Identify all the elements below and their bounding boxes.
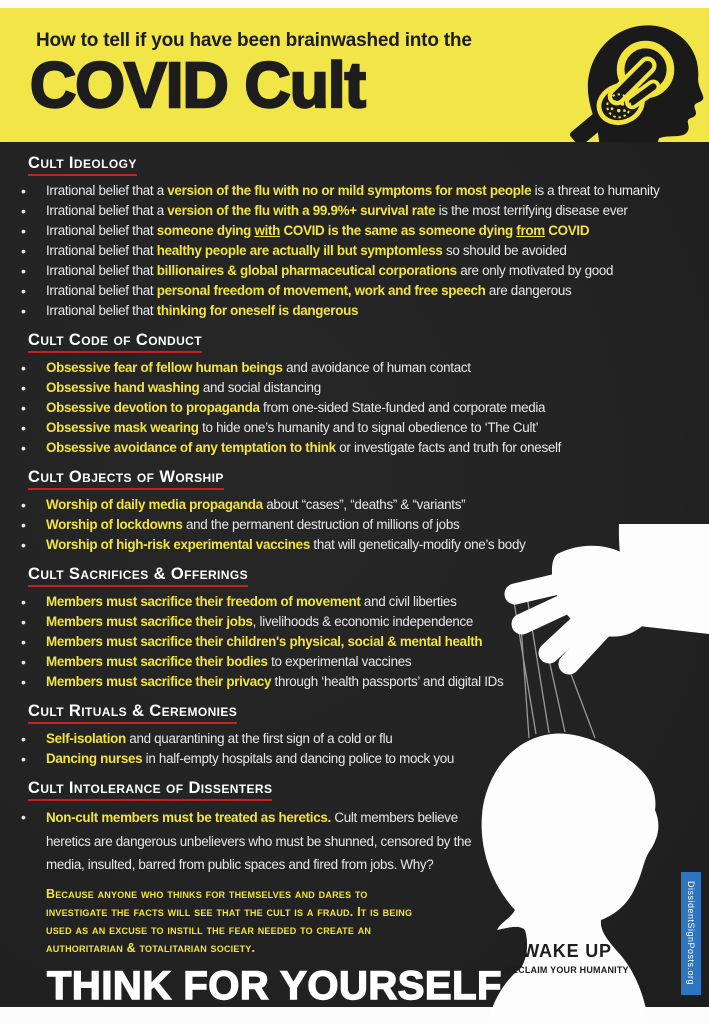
bullet-item: • Obsessive avoidance of any temptation to think or investigate facts and truth for oneself	[28, 438, 693, 458]
reclaim-label: RECLAIM YOUR HUMANITY	[505, 965, 629, 975]
section-heading: Cult Objects of Worship	[28, 469, 224, 490]
puppet-child-figure	[482, 733, 659, 1024]
section-heading: Cult Rituals & Ceremonies	[28, 703, 237, 724]
bullet-item: • Obsessive mask wearing to hide one’s humanity and to signal obedience to ‘The Cult’	[28, 418, 693, 438]
site-ribbon: DissidentSignPosts.org	[681, 872, 701, 995]
bullet-item: • Irrational belief that a version of the flu with no or mild symptoms for most people is a threat to humanity	[28, 181, 693, 201]
section-heading: Cult Ideology	[28, 155, 137, 176]
bullet-item: • Worship of daily media propaganda about “cases”, “deaths” & “variants”	[28, 495, 693, 515]
bullet-item: • Irrational belief that thinking for oneself is dangerous	[28, 301, 693, 321]
section-heading: Cult Sacrifices & Offerings	[28, 566, 248, 587]
wake-up-message	[498, 941, 636, 975]
bullet-item: • Obsessive devotion to propaganda from one-sided State-funded and corporate media	[28, 398, 693, 418]
bullet-item: • Worship of lockdowns and the permanent destruction of millions of jobs	[28, 515, 693, 535]
bullet-item: • Self-isolation and quarantining at the first sign of a cold or flu	[28, 729, 693, 749]
bullet-list	[28, 181, 693, 321]
poster-title: COVID Cult	[30, 49, 365, 121]
section-cult-ideology	[28, 155, 693, 321]
poster-header	[0, 8, 709, 142]
bullet-item: • Non-cult members must be treated as heretics. Cult members believe heretics are dangerous unbelievers who must be shunned, censored by the media, insulted, barred from public spaces and fired from jobs. Why?	[28, 806, 480, 877]
bullet-item: • Members must sacrifice their freedom of movement and civil liberties	[28, 592, 693, 612]
bullet-item: • Worship of high-risk experimental vaccines that will genetically-modify one’s body	[28, 535, 693, 555]
bullet-list	[28, 358, 693, 458]
bullet-item: • Irrational belief that billionaires & global pharmaceutical corporations are only motivated by good	[28, 261, 693, 281]
bullet-item: • Obsessive hand washing and social distancing	[28, 378, 693, 398]
bullet-item: • Irrational belief that personal freedom of movement, work and free speech are dangerous	[28, 281, 693, 301]
bullet-item: • Dancing nurses in half-empty hospitals and dancing police to mock you	[28, 749, 693, 769]
bullet-item: • Members must sacrifice their jobs, livelihoods & economic independence	[28, 612, 693, 632]
think-for-yourself-slogan: THINK FOR YOURSELF	[47, 963, 502, 1008]
bullet-item: • Members must sacrifice their bodies to experimental vaccines	[28, 652, 693, 672]
section-heading: Cult Code of Conduct	[28, 332, 202, 353]
section-cult-code-of-conduct	[28, 332, 693, 458]
page-top-margin	[0, 0, 709, 8]
bullet-item: • Members must sacrifice their privacy through ‘health passports’ and digital IDs	[28, 672, 693, 692]
bullet-item: • Irrational belief that a version of the flu with a 99.9%+ survival rate is the most terrifying disease ever	[28, 201, 693, 221]
wake-up-label: WAKE UP	[522, 941, 612, 961]
bullet-item: • Irrational belief that someone dying with COVID is the same as someone dying from COVID	[28, 221, 693, 241]
bullet-item: • Members must sacrifice their children's physical, social & mental health	[28, 632, 693, 652]
brainwashed-head-icon	[563, 12, 707, 148]
section-heading: Cult Intolerance of Dissenters	[28, 780, 272, 801]
header-kicker: How to tell if you have been brainwashed into the	[36, 30, 472, 51]
bullet-item: • Obsessive fear of fellow human beings and avoidance of human contact	[28, 358, 693, 378]
bullet-item: • Irrational belief that healthy people are actually ill but symptomless so should be avoided	[28, 241, 693, 261]
closing-paragraph: Because anyone who thinks for themselves and dares to investigate the facts will see that the cult is a fraud. It is being used as an excuse to instill the fear needed to create an authoritarian & totalitarian society.	[46, 886, 413, 955]
